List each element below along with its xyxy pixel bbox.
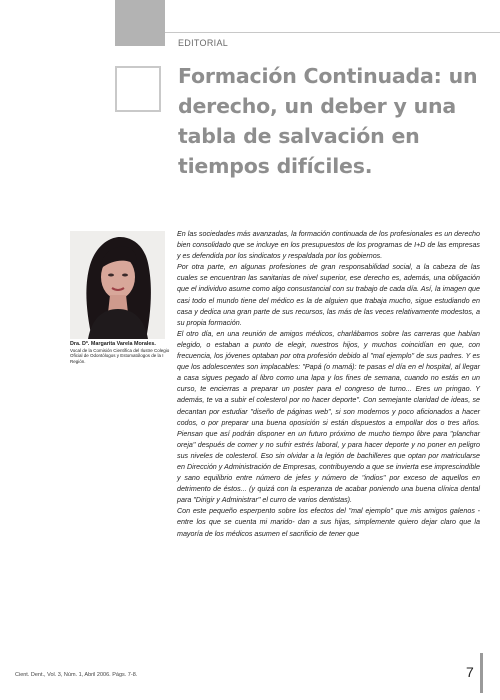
author-caption [70, 342, 170, 364]
author-portrait-graphic [70, 231, 165, 339]
section-label: EDITORIAL [178, 38, 229, 48]
body-paragraph: En las sociedades más avanzadas, la formación continuada de los profesionales es un derecho bien consolidado que se incluye en los presupuestos de los programas de I+D de las empresas y es defendida por los sindicatos y respaldada por los gobiernos. [177, 230, 480, 261]
author-photo [70, 231, 165, 339]
page-edge-rule [480, 653, 483, 693]
header-rule [165, 32, 500, 33]
page-number: 7 [466, 664, 474, 680]
body-paragraph: El otro día, en una reunión de amigos médicos, charlábamos sobre las carreras que habían elegido, o estaban a punto de elegir, nuestros hijos, y muchos coincidían en que, con frecuencia, los jóvenes optaban por otra profesión debido al "mal ejemplo" de sus padres. Y es que los adolescentes son implacables: "Papá (o mamá): te pasas el día en el hospital, al llegar a casa sigues pegado al libro como una lapa y los fines de semana, cuando no estás en un curso, te encierras a preparar un poster para el congreso de turno... Eres un pringao. Y además, te va a subir el colesterol por no hacer deporte". Con semejante claridad de ideas, se decantan por estudiar "diseño de páginas web", si son modernos y poco aficionados a hacer codos, o por preparar una buena oposición si están dispuestos a empollar dos o tres años. Piensan que así podrán disponer en un futuro próximo de mucho tiempo libre para "planchar oreja" después de comer y no sufrir estrés laboral, y para hacer deporte y no poner en peligro sus niveles de colesterol. Eso sin olvidar a la legión de bachilleres que optan por matricularse en Dirección y Administración de Empresas, contribuyendo a que se invierta ese imprescindible y sano equilibrio entre número de jefes y número de "indios" por exceso de aquellos en detrimento de éstos... (y quizá con la esperanza de acabar poniendo una buena clínica dental para "Dirigir y Administrar" el curro de varios dentistas). [177, 329, 480, 505]
author-name: Dra. Dª. Margarita Varela Morales. [70, 341, 156, 347]
author-role: Vocal de la Comisión Científica del Ilustre Colegio Oficial de Odontólogos y Estomatólogos de la I Región. [70, 347, 170, 364]
body-paragraph: Por otra parte, en algunas profesiones de gran responsabilidad social, a la cabeza de las cuales se encuentran las sanitarias de nivel superior, ese derecho es, además, una obligación que el individuo asume como algo consustancial con su trabajo de cada día. Así, la imagen que casi todo el mundo tiene del médico es la de alguien que trabaja mucho, sigue estudiando en casa y dedica una gran parte de sus recursos, las más de las veces relativamente modestos, a su propia formación. [177, 263, 480, 327]
header-gray-block [115, 0, 165, 46]
body-paragraph: Con este pequeño esperpento sobre los efectos del "mal ejemplo" que mis amigos galenos -entre los que se cuenta mi marido- dan a sus hijas, simplemente quiero dejar claro que la mayoría de los médicos asumen el sacrificio de tener que [177, 507, 480, 538]
article-title: Formación Continuada: un derecho, un deber y una tabla de salvación en tiempos difíciles. [178, 64, 478, 178]
citation-footer: Cient. Dent., Vol. 3, Núm. 1, Abril 2006. Págs. 7-8. [15, 672, 138, 678]
article-body [177, 229, 480, 540]
title-decorative-frame [115, 66, 161, 112]
